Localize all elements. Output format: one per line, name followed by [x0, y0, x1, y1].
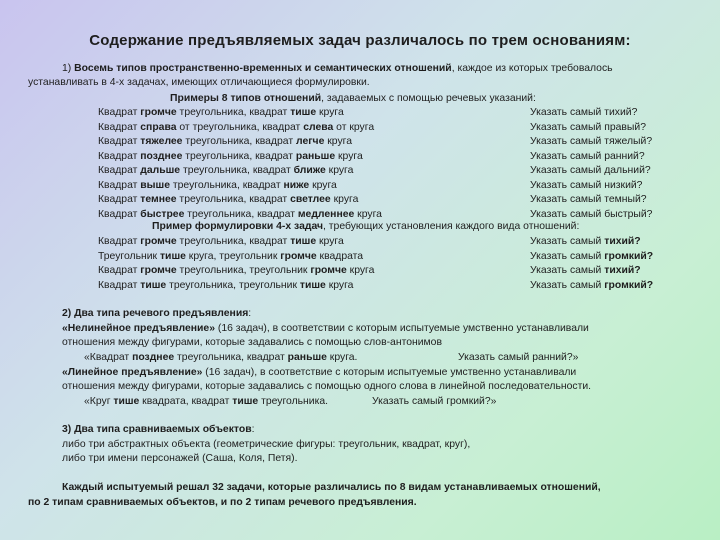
section1-line2: устанавливать в 4-х задачах, имеющих отличающиеся формулировки. — [28, 77, 370, 88]
section3-colon: : — [251, 424, 255, 435]
row-end: круга — [346, 265, 375, 276]
section3-heading: 3) Два типа сравниваемых объектов — [62, 424, 252, 435]
section3-line1: либо три абстрактных объекта (геометрические фигуры: треугольник, квадрат, круг), — [62, 439, 471, 450]
row-middle: треугольника, треугольник — [166, 279, 300, 291]
row-relation1: справа — [140, 121, 177, 133]
row-relation2: раньше — [295, 150, 336, 162]
section2-example2-question: Указать самый громкий?» — [372, 396, 497, 407]
row-subject: Квадрат — [98, 265, 141, 276]
row-end: круга — [309, 179, 337, 191]
section3-heading-line — [62, 423, 254, 437]
question-mark: ? — [646, 250, 654, 262]
ex2-a: «Круг — [84, 396, 114, 407]
row-subject: Квадрат — [98, 150, 141, 162]
section2-example2 — [84, 395, 328, 409]
linear-text: (16 задач), в соответствие с которым испытуемые умственно устанавливали — [202, 367, 577, 378]
question-target: громкий — [604, 250, 647, 262]
relation-example-row — [98, 164, 353, 178]
section1-heading: Восемь типов пространственно-временных и семантических отношений — [74, 63, 452, 74]
row-middle: от треугольника, квадрат — [176, 121, 304, 133]
row-question: Указать самый дальний? — [530, 165, 651, 176]
row-subject: Квадрат — [98, 279, 141, 291]
row-relation2: громче — [280, 250, 317, 262]
row-end: круга — [330, 194, 359, 205]
row-question: Указать самый темный? — [530, 194, 647, 205]
row-relation1: дальше — [140, 165, 181, 176]
row-question: Указать самый тихий? — [530, 107, 638, 118]
row-middle: круга, треугольник — [185, 250, 281, 262]
ex1-d: раньше — [287, 352, 327, 363]
question-text: Указать самый — [530, 265, 605, 276]
row-end: круга — [316, 107, 344, 118]
section2-line1 — [62, 322, 589, 336]
relation-example-row — [98, 135, 352, 149]
formulation-example-row — [98, 264, 374, 278]
row-end: круга — [324, 136, 353, 147]
row-relation1: тише — [140, 279, 167, 291]
row-relation2: слева — [303, 121, 334, 133]
linear-term: «Линейное предъявление» — [62, 367, 203, 378]
ex1-a: «Квадрат — [84, 352, 133, 363]
row-relation1: быстрее — [140, 208, 185, 220]
row-relation2: ниже — [283, 179, 310, 191]
row-subject: Квадрат — [98, 107, 141, 118]
ex1-e: круга. — [326, 352, 358, 363]
relation-example-row — [98, 150, 363, 164]
question-text: Указать самый — [530, 236, 605, 247]
row-subject: Квадрат — [98, 194, 141, 205]
row-subject: Квадрат — [98, 165, 141, 176]
section2-line5: отношения между фигурами, которые задавались с помощью одного слова в линейной последовательности. — [62, 381, 592, 392]
formulation-heading — [152, 220, 579, 234]
ex2-c: квадрата, квадрат — [139, 396, 233, 407]
row-question — [530, 250, 653, 264]
row-middle: треугольника, квадрат — [176, 107, 291, 118]
nonlinear-text: (16 задач), в соответствии с которым испытуемые умственно устанавливали — [215, 323, 589, 334]
row-relation2: громче — [310, 265, 347, 276]
row-middle: треугольника, квадрат — [176, 236, 291, 247]
question-target: громкий — [604, 279, 647, 291]
row-relation2: медленнее — [297, 208, 355, 220]
row-question — [530, 279, 653, 293]
question-text: Указать самый — [530, 250, 605, 262]
question-target: тихий — [604, 265, 635, 276]
row-relation2: легче — [295, 136, 325, 147]
row-end: квадрата — [316, 250, 364, 262]
row-end: круга — [316, 236, 344, 247]
formulation-heading-text: , требующих установления каждого вида отношений: — [323, 221, 580, 232]
formulation-example-row — [98, 250, 363, 264]
ex1-c: треугольника, квадрат — [174, 352, 288, 363]
row-relation1: выше — [140, 179, 170, 191]
row-subject: Квадрат — [98, 208, 141, 220]
row-question: Указать самый ранний? — [530, 150, 645, 162]
section2-colon: : — [248, 308, 252, 319]
row-subject: Квадрат — [98, 179, 141, 191]
row-relation2: тише — [299, 279, 326, 291]
row-relation1: тише — [159, 250, 186, 262]
section2-line4 — [62, 366, 576, 380]
row-relation2: светлее — [290, 194, 331, 205]
section1-text: , каждое из которых требовалось — [451, 63, 613, 74]
row-end: круга — [325, 165, 354, 176]
formulation-heading-bold: Пример формулировки 4-х задач — [152, 221, 324, 232]
row-relation2: ближе — [293, 165, 326, 176]
ex1-b: позднее — [132, 352, 175, 363]
slide-title: Содержание предъявляемых задач различалось по трем основаниям: — [89, 32, 631, 49]
row-middle: треугольника, квадрат — [169, 179, 284, 191]
relation-example-row — [98, 106, 344, 120]
row-question: Указать самый тяжелый? — [530, 136, 653, 147]
row-question — [530, 235, 641, 249]
row-question — [530, 264, 641, 278]
section1-number: 1) — [62, 63, 75, 74]
formulation-example-row — [98, 235, 344, 249]
question-mark: ? — [634, 265, 641, 276]
section2-example1-question: Указать самый ранний?» — [458, 352, 579, 363]
row-end: от круга — [333, 121, 375, 133]
row-middle: треугольника, квадрат — [184, 208, 298, 220]
nonlinear-term: «Нелинейное предъявление» — [62, 323, 215, 334]
row-question: Указать самый низкий? — [530, 179, 643, 191]
row-subject: Квадрат — [98, 236, 141, 247]
row-middle: треугольника, квадрат — [180, 165, 294, 176]
row-relation1: позднее — [140, 150, 183, 162]
question-mark: ? — [634, 236, 641, 247]
section2-example1 — [84, 351, 357, 365]
row-middle: треугольника, квадрат — [176, 194, 291, 205]
summary-line1: Каждый испытуемый решал 32 задачи, которые различались по 8 видам устанавливаемых отношений, — [62, 482, 601, 493]
section2-heading-line — [62, 307, 251, 321]
section2-heading: 2) Два типа речевого предъявления — [62, 308, 249, 319]
row-relation2: тише — [290, 107, 317, 118]
section3-line2: либо три имени персонажей (Саша, Коля, Петя). — [62, 453, 298, 464]
summary-line2: по 2 типам сравниваемых объектов, и по 2 типам речевого предъявления. — [28, 497, 417, 508]
question-target: тихий — [604, 236, 635, 247]
relation-example-row — [98, 193, 358, 207]
examples-heading-text: , задаваемых с помощью речевых указаний: — [321, 93, 536, 104]
ex2-b: тише — [113, 396, 140, 407]
row-subject: Квадрат — [98, 136, 141, 147]
row-question: Указать самый правый? — [530, 121, 646, 133]
relation-example-row — [98, 121, 374, 135]
row-relation1: громче — [140, 236, 177, 247]
row-middle: треугольника, квадрат — [182, 150, 296, 162]
row-subject: Треугольник — [98, 250, 160, 262]
row-relation1: темнее — [140, 194, 177, 205]
row-end: круга — [354, 208, 382, 220]
row-middle: треугольника, квадрат — [182, 136, 296, 147]
section1-line1 — [62, 62, 613, 76]
ex2-d: тише — [232, 396, 259, 407]
section2-line2: отношения между фигурами, которые задавались с помощью слов-антонимов — [62, 337, 442, 348]
row-relation1: громче — [140, 265, 177, 276]
examples-heading-bold: Примеры 8 типов отношений — [170, 93, 322, 104]
row-relation1: громче — [140, 107, 177, 118]
formulation-example-row — [98, 279, 353, 293]
row-middle: треугольника, треугольник — [176, 265, 311, 276]
question-text: Указать самый — [530, 279, 605, 291]
row-end: круга — [335, 150, 363, 162]
row-question: Указать самый быстрый? — [530, 208, 653, 220]
row-relation1: тяжелее — [140, 136, 183, 147]
row-end: круга — [325, 279, 354, 291]
ex2-e: треугольника. — [258, 396, 329, 407]
row-relation2: тише — [290, 236, 317, 247]
question-mark: ? — [646, 279, 654, 291]
examples-heading — [170, 92, 536, 106]
relation-example-row — [98, 179, 337, 193]
row-subject: Квадрат — [98, 121, 141, 133]
